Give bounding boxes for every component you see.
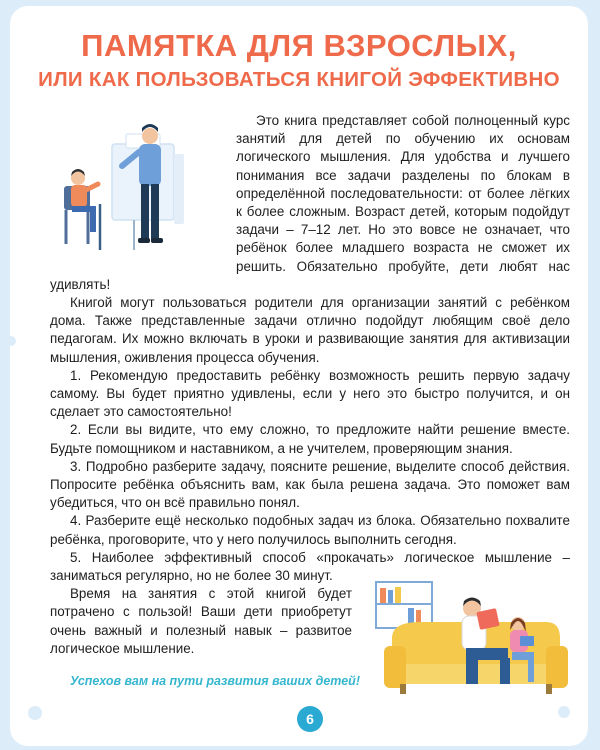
tip-3: 3. Подробно разберите задачу, поясните решение, выделите способ действия. Попросите ребёнка объяснить вам, как была решена задача. Это поможет вам убедиться, что он всё правильно понял. (50, 458, 570, 511)
page-title (10, 28, 588, 94)
tip-1: 1. Рекомендую предоставить ребёнку возможность решить первую задачу самому. Вы будет приятно удивлены, если у него это быстро получится, и он сделает это самостоятельно! (50, 367, 570, 420)
usage-paragraph: Книгой могут пользоваться родители для организации занятий с ребёнком дома. Также представленные задачи отлично подойдут любящим своё дело педагогам. Их можно включать в уроки и развивающие занятия для активизации мышления, оживления процесса обучения. (50, 295, 570, 365)
title-line-2: ИЛИ КАК ПОЛЬЗОВАТЬСЯ КНИГОЙ ЭФФЕКТИВНО (38, 68, 560, 91)
closing-wish: Успехов вам на пути развития ваших детей! (70, 674, 360, 688)
decor-dot (28, 706, 42, 720)
decor-dot (558, 706, 570, 718)
tip-4: 4. Разберите ещё несколько подобных задач из блока. Обязательно похвалите ребёнка, проговорите, что у него получилось выполнить сегодня. (50, 513, 570, 547)
tip-2: 2. Если вы видите, что ему сложно, то предложите найти решение вместе. Будьте помощником и наставником, а не учителем, проверяющим знания. (50, 422, 570, 456)
intro-paragraph: Это книга представляет собой полноценный курс занятий для детей по обучению их основам логического мышления. Для удобства и лучшего понимания все задачи разделены по блокам в определённой последовательности: от более лёгких к более сложным. Возраст детей, которым подойдут задачи – 7–12 лет. Но это вовсе не означает, что ребёнок более младшего возраста не сможет их решить. Обязательно пробуйте, дети любят нас удивлять! (50, 113, 570, 292)
title-line-1: ПАМЯТКА ДЛЯ ВЗРОСЛЫХ, (81, 28, 517, 63)
conclusion-paragraph: Время на занятия с этой книгой будет потрачено с пользой! Ваши дети приобретут очень важный и полезный навык – развитое логическое мышление. (50, 586, 352, 656)
book-page (10, 6, 588, 746)
page-number-badge: 6 (297, 706, 323, 732)
decor-dot (10, 336, 16, 346)
tip-5: 5. Наиболее эффективный способ «прокачать» логическое мышление – заниматься регулярно, но не более 30 минут. (50, 549, 570, 584)
main-text (50, 112, 570, 695)
